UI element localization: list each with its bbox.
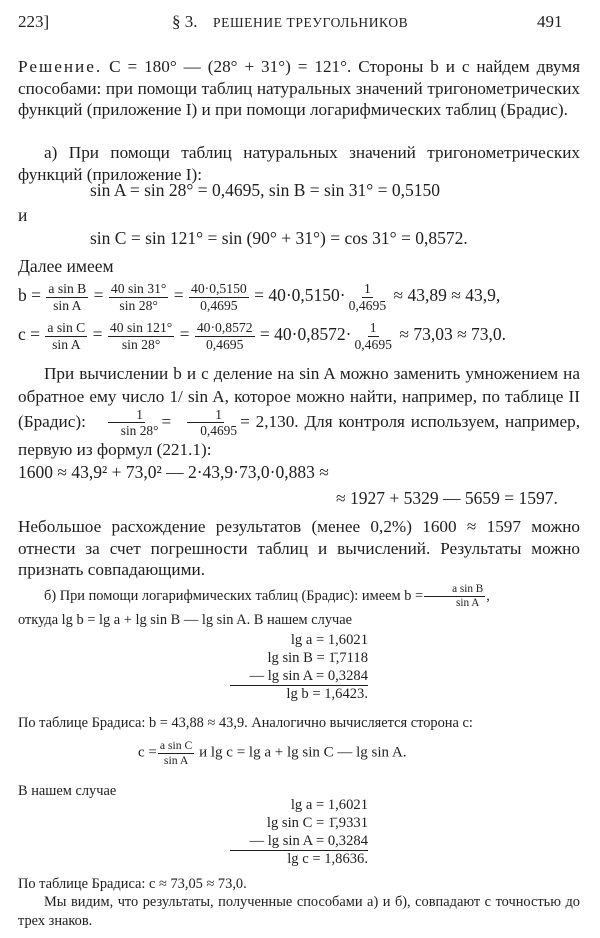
reciprocal-fraction-1: $\frac{1}{\sin 28^\circ}$ (93, 408, 161, 438)
our-case-label: В нашем случае (18, 783, 117, 799)
c-fraction-1: $\frac{\text{a sin C}}{\text{sin A}}$ (47, 320, 86, 352)
log-b-table (220, 631, 368, 703)
solution-text: Стороны b и c найдем двумя способами: при помощи таблиц натуральных значений тригонометрических функций (приложение I) и при помощи логарифмических таблиц (Брадис). (18, 57, 580, 119)
header-section-mark: § 3. (172, 12, 198, 31)
reciprocal-paragraph: При вычислении b и c деление на sin A можно заменить умножением на обратное ему число 1/ sin A, которое можно найти, например, по таблице II (Брадис): $\frac{1}{\sin 28^\circ}$ = $\frac{1}{0,4695}$ = 2,130. Для контроля используем, например, первую из формул (221.1): (18, 364, 580, 459)
conjunction-and: и (18, 205, 28, 225)
log-c-row-2: lg sin C = 1̄,9331 (266, 815, 368, 831)
solution-label: Решение. (18, 57, 103, 76)
check-equation-line-2: ≈ 1927 + 5329 — 5659 = 1597. (336, 488, 558, 508)
c-fraction-4: $\frac{1}{0,4695}$ (354, 320, 392, 352)
log-c-formula: c = $\frac{\text{a sin C}}{\text{sin A}}$ и lg c = lg a + lg sin C — lg sin A. (138, 739, 407, 767)
b-fraction-1: $\frac{\text{a sin B}}{\text{sin A}}$ (48, 281, 87, 313)
c-fraction-2: $\frac{40 \sin 121^\circ}{\sin 28^\circ}$ (109, 320, 173, 352)
further-we-have: Далее имеем (18, 256, 114, 276)
b-fraction-4: $\frac{1}{0,4695}$ (348, 281, 387, 313)
log-c-row-4: lg c = 1,8636. (287, 851, 368, 867)
side-b-equation: b = $\frac{\text{a sin B}}{\text{sin A}}$ = $\frac{40 \sin 31^\circ}{\sin 28^\circ}$ = $\frac{40\cdot 0,5150}{0,4695}$ = 40·0,5150· $\frac{1}{0,4695}$ ≈ 43,89 ≈ 43,9, (18, 281, 501, 313)
b-fraction-3: $\frac{40\cdot 0,5150}{0,4695}$ (191, 281, 247, 313)
log-b-row-4: lg b = 1,6423. (286, 686, 368, 702)
sine-c-equation: sin C = sin 121° = sin (90° + 31°) = cos 31° = 0,8572. (90, 228, 468, 248)
check-equation-line-1: 1600 ≈ 43,9² + 73,0² — 2·43,9·73,0·0,883 ≈ (18, 462, 329, 482)
method-b-paragraph: б) При помощи логарифмических таблиц (Брадис): имеем b = $\frac{\text{a sin B}}{\text{sin A}}$ , откуда lg b = lg a + lg sin B — lg sin A. В нашем случае (18, 583, 490, 629)
conclusion-paragraph: Мы видим, что результаты, полученные способами а) и б), совпадают с точностью до трех знаков. (18, 894, 580, 929)
angle-c-equation: C = 180° — (28° + 31°) = 121°. (109, 57, 352, 76)
sine-values-equation: sin A = sin 28° = 0,4695, sin B = sin 31° = 0,5150 (90, 180, 441, 200)
log-b-row-2: lg sin B = 1̄,7118 (267, 650, 368, 666)
log-c-row-1: lg a = 1,6021 (290, 797, 368, 813)
bradis-b-result: По таблице Брадиса: b = 43,88 ≈ 43,9. Аналогично вычисляется сторона c: (18, 715, 473, 731)
log-b-row-3: — lg sin A = 0,3284 (249, 668, 368, 684)
header-page-number: 491 (537, 12, 563, 31)
b-lhs: b = (18, 285, 41, 306)
log-b-sum-rule (230, 685, 368, 686)
log-c-table (220, 796, 368, 868)
c-lhs: c = (18, 324, 41, 345)
header-section-title: РЕШЕНИЕ ТРЕУГОЛЬНИКОВ (213, 15, 409, 30)
side-c-equation: c = $\frac{\text{a sin C}}{\text{sin A}}$ = $\frac{40 \sin 121^\circ}{\sin 28^\circ}$ = $\frac{40\cdot 0,8572}{0,4695}$ = 40·0,8572· $\frac{1}{0,4695}$ ≈ 73,03 ≈ 73,0. (18, 320, 507, 352)
reciprocal-fraction-2: $\frac{1}{0,4695}$ (172, 408, 239, 438)
solution-paragraph (18, 56, 580, 121)
log-b-formula-fraction: $\frac{\text{a sin B}}{\text{sin A}}$ (424, 584, 485, 609)
log-c-row-3: — lg sin A = 0,3284 (249, 833, 368, 849)
log-c-formula-fraction: $\frac{\text{a sin C}}{\text{sin A}}$ (159, 739, 193, 767)
b-fraction-2: $\frac{40 \sin 31^\circ}{\sin 28^\circ}$ (110, 281, 167, 313)
bradis-c-result: По таблице Брадиса: c ≈ 73,05 ≈ 73,0. (18, 876, 247, 892)
c-fraction-3: $\frac{40\cdot 0,8572}{0,4695}$ (196, 320, 253, 352)
discrepancy-paragraph: Небольшое расхождение результатов (менее 0,2%) 1600 ≈ 1597 можно отнести за счет погрешности таблиц и вычислений. Результаты можно признать совпадающими. (18, 517, 580, 579)
log-c-sum-rule (230, 850, 368, 851)
method-a-intro: а) При помощи таблиц натуральных значений тригонометрических функций (приложение I): (18, 143, 580, 184)
log-b-row-1: lg a = 1,6021 (290, 632, 368, 648)
header-paragraph-ref: 223] (18, 12, 50, 31)
